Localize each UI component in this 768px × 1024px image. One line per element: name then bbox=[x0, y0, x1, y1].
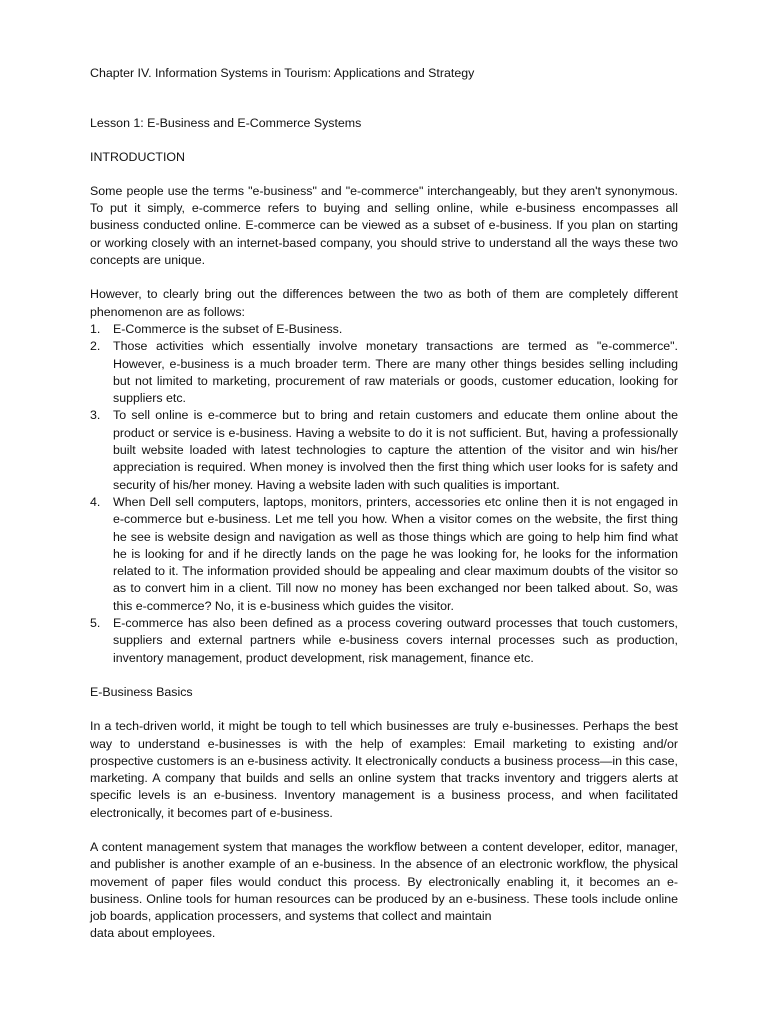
differences-intro: However, to clearly bring out the differences between the two as both of them are completely different phenomenon are as follows: bbox=[90, 287, 678, 319]
list-text: To sell online is e-commerce but to bring and retain customers and educate them online about the product or service is e-business. Having a website to do it is not sufficient. But, having a professionally built website loaded with latest technologies to capture the attention of the visitor and win his/her appreciation is required. When money is involved then the first thing which user looks for is safety and security of his/her money. Having a website laden with such qualities is important. bbox=[113, 408, 678, 492]
introduction-heading: INTRODUCTION bbox=[90, 149, 185, 164]
list-number: 4. bbox=[90, 494, 101, 509]
lesson-title: Lesson 1: E-Business and E-Commerce Systems bbox=[90, 116, 362, 131]
intro-paragraph: Some people use the terms "e-business" and "e-commerce" interchangeably, but they aren't synonymous. To put it simply, e-commerce refers to buying and selling online, while e-business encompasses all business conducted online. E-commerce can be viewed as a subset of e-business. If you plan on starting or working closely with an internet-based company, you should strive to understand all the ways these two concepts are unique. bbox=[90, 183, 678, 268]
list-number: 1. bbox=[90, 321, 101, 336]
list-text: E-commerce has also been defined as a process covering outward processes that touch customers, suppliers and external partners while e-business covers internal processes such as production, inventory management, product development, risk management, finance etc. bbox=[113, 616, 678, 665]
list-item bbox=[90, 407, 678, 493]
paragraph-gap bbox=[90, 822, 678, 839]
list-number: 2. bbox=[90, 339, 101, 354]
list-text: Those activities which essentially involve monetary transactions are termed as "e-commerce". However, e-business is a much broader term. There are many other things besides selling including but not limited to marketing, procurement of raw materials or goods, customer education, looking for suppliers etc. bbox=[113, 339, 678, 406]
list-item bbox=[90, 494, 678, 615]
list-number: 5. bbox=[90, 616, 101, 631]
paragraph-gap bbox=[90, 269, 678, 286]
list-text: When Dell sell computers, laptops, monitors, printers, accessories etc online then it is not engaged in e-commerce but e-business. Let me tell you how. When a visitor comes on the website, the first thing he see is website design and navigation as well as those things which are going to help him find what he is looking for and if he directly lands on the page he was looking for, he looks for the information related to it. The information provided should be appealing and clear maximum doubts of the visitor so as to convert him in a client. Till now no money has been exchanged nor been talked about. So, was this e-commerce? No, it is e-business which guides the visitor. bbox=[113, 494, 678, 613]
list-item bbox=[90, 321, 678, 338]
differences-list bbox=[90, 321, 678, 667]
list-number: 3. bbox=[90, 408, 101, 423]
list-item bbox=[90, 615, 678, 667]
basics-paragraph-1: In a tech-driven world, it might be tough to tell which businesses are truly e-businesses. Perhaps the best way to understand e-businesses is with the help of examples: Email marketing to existing and/or prospective customers is an e-business activity. It electronically conducts a business process—in this case, marketing. A company that builds and sells an online system that tracks inventory and triggers alerts at specific levels is an e-business. Inventory management is a business process, and when facilitated electronically, it becomes part of e-business. bbox=[90, 719, 678, 820]
ebusiness-basics-heading: E-Business Basics bbox=[90, 684, 193, 699]
list-item bbox=[90, 338, 678, 407]
document-page bbox=[90, 65, 678, 943]
chapter-title: Chapter IV. Information Systems in Tourism: Applications and Strategy bbox=[90, 66, 475, 80]
basics-paragraph-2-end: data about employees. bbox=[90, 926, 216, 941]
list-text: E-Commerce is the subset of E-Business. bbox=[113, 321, 343, 336]
basics-paragraph-2: A content management system that manages the workflow between a content developer, editor, manager, and publisher is another example of an e-business. In the absence of an electronic workflow, the physical movement of paper files would conduct this process. By electronically enabling it, it becomes an e-business. Online tools for human resources can be produced by an e-business. These tools include online job boards, application processers, and systems that collect and maintain bbox=[90, 839, 678, 924]
